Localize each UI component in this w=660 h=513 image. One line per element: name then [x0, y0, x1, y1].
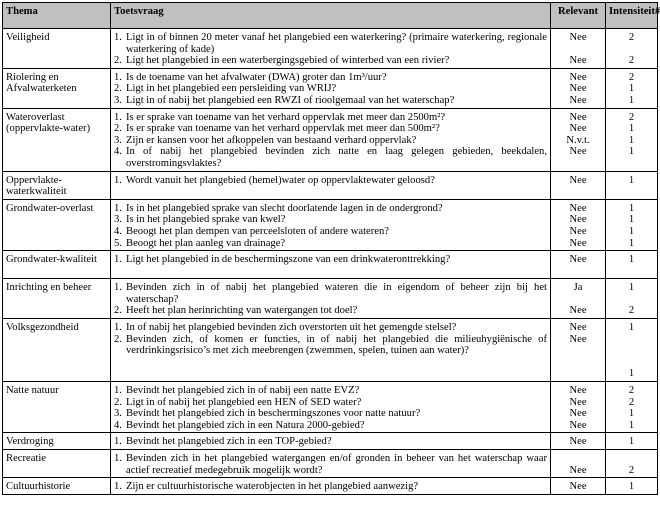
table-row: [3, 382, 658, 433]
question-item: [114, 123, 547, 135]
thema-cell: Veiligheid: [3, 29, 111, 69]
relevant-cell: [551, 433, 606, 450]
thema-cell: Verdroging: [3, 433, 111, 450]
relevant-value: Nee: [569, 464, 587, 476]
intensiteit-value: 2: [628, 55, 635, 67]
question-item: [114, 238, 547, 250]
intensiteit-value: 1: [628, 214, 635, 226]
intensiteit-cell: [606, 478, 658, 495]
relevant-value: Nee: [569, 254, 587, 266]
relevant-value: Nee: [569, 55, 587, 67]
relevant-cell: [551, 279, 606, 319]
relevant-cell: [551, 29, 606, 69]
relevant-value: Nee: [569, 481, 587, 493]
relevant-cell: [551, 108, 606, 171]
question-text: Bevindt het plangebied zich in een Natura 2000-gebied?: [126, 419, 365, 431]
toetsvraag-cell: [111, 108, 551, 171]
question-item: [114, 95, 547, 107]
toetsvraag-cell: [111, 433, 551, 450]
question-number: 1.: [114, 453, 122, 465]
relevant-value: Nee: [569, 225, 587, 237]
question-item: [114, 305, 547, 317]
question-item: [114, 112, 547, 124]
question-item: [114, 72, 547, 84]
table-row: [3, 29, 658, 69]
question-text: Is er sprake van toename van het verhard oppervlak met meer dan 2500m²?: [126, 111, 446, 123]
intensiteit-value: 2: [628, 396, 635, 408]
toetsvraag-cell: [111, 251, 551, 279]
relevant-value: Nee: [569, 123, 587, 135]
question-item: [114, 385, 547, 397]
question-number: 1.: [114, 111, 122, 123]
toetsvraag-cell: [111, 478, 551, 495]
relevant-value: Nee: [569, 214, 587, 226]
table-row: [3, 199, 658, 250]
question-item: [114, 420, 547, 432]
relevant-value: Nee: [569, 408, 587, 420]
intensiteit-cell: [606, 29, 658, 69]
question-number: 5.: [114, 237, 122, 249]
question-text: Ligt in of binnen 20 meter vanaf het plangebied een waterkering? (primaire waterkering, regionale waterkering of kade): [126, 32, 547, 55]
relevant-cell: [551, 171, 606, 199]
relevant-value: Nee: [569, 237, 587, 249]
relevant-value: Nee: [569, 322, 587, 334]
toetsvraag-cell: [111, 68, 551, 108]
question-text: Wordt vanuit het plangebied (hemel)water op oppervlaktewater geloosd?: [126, 174, 435, 186]
table-row: [3, 478, 658, 495]
relevant-cell: [551, 199, 606, 250]
intensiteit-cell: [606, 382, 658, 433]
intensiteit-cell: [606, 450, 658, 478]
intensiteit-value: 1: [628, 174, 635, 186]
question-text: Zijn er kansen voor het afkoppelen van bestaand verhard oppervlak?: [126, 134, 417, 146]
intensiteit-cell: [606, 433, 658, 450]
table-row: [3, 319, 658, 382]
thema-cell: Recreatie: [3, 450, 111, 478]
question-text: Is in het plangebied sprake van slecht doorlatende lagen in de ondergrond?: [126, 202, 443, 214]
header-thema: Thema: [3, 3, 111, 29]
relevant-value: Nee: [569, 305, 587, 317]
question-item: [114, 481, 547, 493]
intensiteit-cell: [606, 199, 658, 250]
question-number: 2.: [114, 396, 122, 408]
question-text: Is de toename van het afvalwater (DWA) groter dan 1m³/uur?: [126, 71, 387, 83]
question-text: Bevinden zich in of nabij het plangebied wateren die in eigendom of beheer zijn bij het waterschap?: [126, 282, 547, 305]
watertoets-table: [2, 2, 658, 495]
toetsvraag-cell: [111, 199, 551, 250]
question-item: [114, 408, 547, 420]
question-item: [114, 282, 547, 305]
question-text: In of nabij het plangebied bevinden zich natte en laag gelegen gebieden, beekdalen, overstromingsvlaktes?: [126, 146, 547, 169]
relevant-value: Nee: [569, 419, 587, 431]
table-row: [3, 279, 658, 319]
toetsvraag-cell: [111, 29, 551, 69]
question-number: 3.: [114, 214, 122, 226]
intensiteit-value: 1: [628, 237, 635, 249]
question-item: [114, 175, 547, 198]
question-item: [114, 135, 547, 147]
question-number: 4.: [114, 225, 122, 237]
question-number: 1.: [114, 385, 122, 397]
thema-cell: Grondwater-overlast: [3, 199, 111, 250]
relevant-value: Nee: [569, 32, 587, 43]
intensiteit-value: 2: [628, 32, 635, 43]
intensiteit-cell: [606, 279, 658, 319]
question-text: Is in het plangebied sprake van kwel?: [126, 214, 286, 226]
question-item: [114, 214, 547, 226]
relevant-value: N.v.t.: [566, 134, 590, 146]
table-row: [3, 251, 658, 279]
header-relevant: Relevant: [551, 3, 606, 29]
intensiteit-value: 1: [628, 408, 635, 420]
relevant-value: Nee: [569, 111, 587, 123]
question-text: Ligt het plangebied in een waterbergingsgebied of winterbed van een rivier?: [126, 55, 450, 67]
question-number: 1.: [114, 481, 122, 493]
thema-cell: Grondwater-kwaliteit: [3, 251, 111, 279]
intensiteit-cell: [606, 319, 658, 382]
question-number: 1.: [114, 32, 122, 43]
intensiteit-cell: [606, 251, 658, 279]
question-text: Ligt het plangebied in de beschermingszone van een drinkwateronttrekking?: [126, 254, 451, 266]
intensiteit-value: 1: [628, 146, 635, 158]
intensiteit-value: 1: [628, 202, 635, 214]
intensiteit-value: 1: [628, 368, 635, 380]
intensiteit-value: 1: [628, 322, 635, 334]
question-number: 2.: [114, 333, 122, 345]
question-number: 2.: [114, 55, 122, 67]
relevant-cell: [551, 382, 606, 433]
thema-cell: Riolering en Afvalwaterketen: [3, 68, 111, 108]
question-number: 1.: [114, 436, 122, 448]
relevant-value: Nee: [569, 174, 587, 186]
relevant-value: Nee: [569, 71, 587, 83]
intensiteit-value: 2: [628, 464, 635, 476]
table-row: [3, 450, 658, 478]
question-item: [114, 83, 547, 95]
question-text: Bevindt het plangebied zich in of nabij een natte EVZ?: [126, 385, 360, 397]
intensiteit-value: 1: [628, 225, 635, 237]
intensiteit-value: 1: [628, 83, 635, 95]
relevant-value: Nee: [569, 146, 587, 158]
question-text: Is er sprake van toename van het verhard oppervlak met meer dan 500m²?: [126, 123, 440, 135]
intensiteit-value: 2: [628, 305, 635, 317]
question-number: 1.: [114, 322, 122, 334]
question-text: Ligt in of nabij het plangebied een RWZI of rioolgemaal van het waterschap?: [126, 94, 455, 106]
relevant-cell: [551, 251, 606, 279]
header-intensiteit: Intensiteit#: [606, 3, 658, 29]
intensiteit-value: 1: [628, 123, 635, 135]
relevant-value: Nee: [569, 396, 587, 408]
intensiteit-value: 2: [628, 71, 635, 83]
table-row: [3, 108, 658, 171]
question-number: 2.: [114, 83, 122, 95]
question-text: In of nabij het plangebied bevinden zich overstorten uit het gemengde stelsel?: [126, 322, 457, 334]
intensiteit-value: 1: [628, 481, 635, 493]
question-text: Bevinden zich in het plangebied watergangen en/of gronden in beheer van het waterschap waar actief recreatief medegebruik mogelijk wordt?: [126, 453, 547, 476]
question-number: 3.: [114, 94, 122, 106]
intensiteit-value: 1: [628, 419, 635, 431]
thema-cell: Oppervlakte-waterkwaliteit: [3, 171, 111, 199]
question-text: Bevindt het plangebied zich in een TOP-gebied?: [126, 436, 332, 448]
question-item: [114, 55, 547, 67]
question-number: 2.: [114, 305, 122, 317]
question-number: 1.: [114, 282, 122, 294]
question-text: Ligt in of nabij het plangebied een HEN of SED water?: [126, 396, 362, 408]
relevant-value: Nee: [569, 385, 587, 397]
question-item: [114, 334, 547, 380]
header-toetsvraag: Toetsvraag: [111, 3, 551, 29]
question-number: 1.: [114, 174, 122, 186]
intensiteit-value: 2: [628, 111, 635, 123]
intensiteit-value: 1: [628, 254, 635, 266]
relevant-value: Nee: [569, 83, 587, 95]
question-text: Ligt in het plangebied een persleiding van WRIJ?: [126, 83, 337, 95]
relevant-cell: [551, 478, 606, 495]
toetsvraag-cell: [111, 450, 551, 478]
table-row: [3, 171, 658, 199]
table-body: [3, 29, 658, 495]
intensiteit-cell: [606, 108, 658, 171]
question-item: [114, 436, 547, 448]
question-number: 2.: [114, 123, 122, 135]
question-number: 1.: [114, 254, 122, 266]
question-text: Beoogt het plan aanleg van drainage?: [126, 237, 286, 249]
question-number: 1.: [114, 202, 122, 214]
intensiteit-value: 1: [628, 94, 635, 106]
thema-cell: Natte natuur: [3, 382, 111, 433]
thema-cell: Volksgezondheid: [3, 319, 111, 382]
relevant-cell: [551, 450, 606, 478]
question-item: [114, 226, 547, 238]
relevant-value: Ja: [573, 282, 583, 294]
intensiteit-value: 1: [628, 436, 635, 448]
question-number: 1.: [114, 71, 122, 83]
question-item: [114, 32, 547, 55]
question-number: 3.: [114, 134, 122, 146]
question-text: Heeft het plan herinrichting van watergangen tot doel?: [126, 305, 358, 317]
relevant-value: Nee: [569, 202, 587, 214]
header-row: [3, 3, 658, 29]
question-item: [114, 397, 547, 409]
intensiteit-cell: [606, 171, 658, 199]
toetsvraag-cell: [111, 171, 551, 199]
question-text: Beoogt het plan dempen van perceelsloten of andere wateren?: [126, 225, 389, 237]
thema-cell: Cultuurhistorie: [3, 478, 111, 495]
question-text: Bevinden zich, of komen er functies, in of nabij het plangebied die milieuhygiënische of verdrinkingsrisico’s met zich meebrengen (zwemmen, spelen, tuinen aan water)?: [126, 333, 547, 357]
question-text: Zijn er cultuurhistorische waterobjecten in het plangebied aanwezig?: [126, 481, 419, 493]
intensiteit-value: 1: [628, 134, 635, 146]
question-item: [114, 254, 547, 277]
question-number: 3.: [114, 408, 122, 420]
question-item: [114, 453, 547, 476]
table-row: [3, 68, 658, 108]
thema-cell: Inrichting en beheer: [3, 279, 111, 319]
thema-cell: Wateroverlast (oppervlakte-water): [3, 108, 111, 171]
question-number: 4.: [114, 146, 122, 158]
relevant-value: Nee: [569, 436, 587, 448]
question-item: [114, 146, 547, 169]
relevant-value: Nee: [569, 333, 587, 345]
intensiteit-cell: [606, 68, 658, 108]
relevant-cell: [551, 68, 606, 108]
question-text: Bevindt het plangebied zich in beschermingszones voor natte natuur?: [126, 408, 421, 420]
toetsvraag-cell: [111, 279, 551, 319]
question-item: [114, 322, 547, 334]
relevant-value: Nee: [569, 94, 587, 106]
intensiteit-value: 1: [628, 282, 635, 294]
table-row: [3, 433, 658, 450]
toetsvraag-cell: [111, 319, 551, 382]
question-number: 4.: [114, 419, 122, 431]
toetsvraag-cell: [111, 382, 551, 433]
intensiteit-value: 2: [628, 385, 635, 397]
relevant-cell: [551, 319, 606, 382]
question-item: [114, 203, 547, 215]
